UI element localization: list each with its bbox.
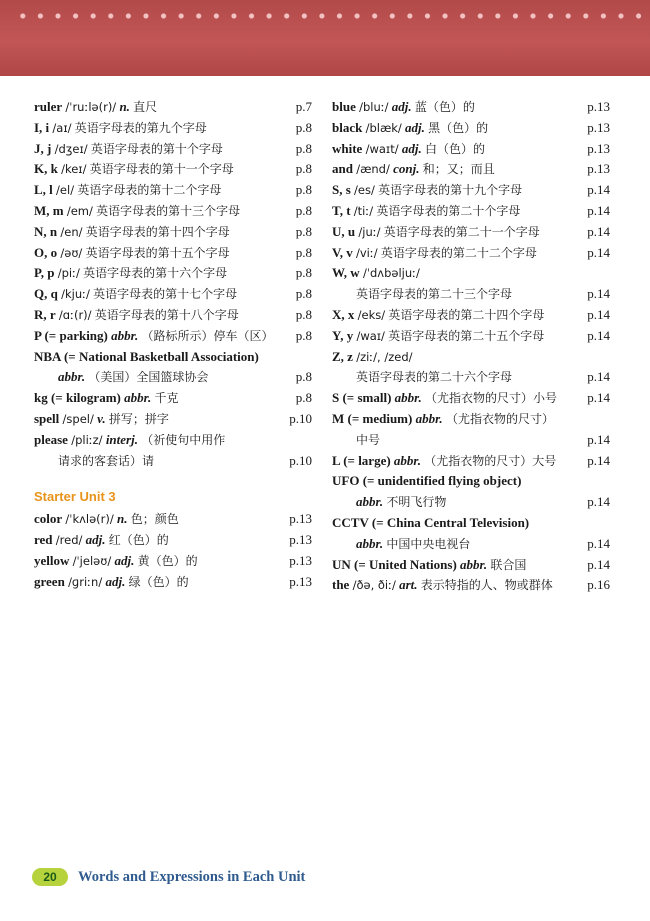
phonetic: /ɑː(r)/ xyxy=(58,307,92,322)
entry-text xyxy=(34,430,225,451)
vocab-entry xyxy=(34,409,312,430)
vocab-entry-continuation xyxy=(332,284,610,305)
page-reference: p.16 xyxy=(587,577,610,593)
vocab-entry xyxy=(332,243,610,264)
page-reference: p.8 xyxy=(295,327,312,343)
entry-text xyxy=(34,451,154,472)
headword: M, m xyxy=(34,202,64,218)
vocab-entry-continuation xyxy=(34,367,312,388)
vocab-entry-continuation xyxy=(332,367,610,388)
vocab-entry xyxy=(34,388,312,409)
headword: ruler xyxy=(34,99,63,114)
definition: 绿（色）的 xyxy=(128,574,189,589)
page-number-badge: 20 xyxy=(32,868,68,886)
page-reference: p.8 xyxy=(295,306,312,322)
part-of-speech: conj. xyxy=(393,161,420,177)
vocab-entry-continuation xyxy=(34,451,312,472)
entry-text xyxy=(332,97,475,118)
phonetic: /blæk/ xyxy=(365,120,402,135)
definition: 请求的客套话）请 xyxy=(58,453,155,468)
section-spacer xyxy=(34,471,312,485)
page-reference: p.13 xyxy=(587,161,610,177)
vocab-entry xyxy=(34,243,312,264)
headword: blue xyxy=(332,99,356,114)
part-of-speech: adj. xyxy=(105,573,126,589)
headword: color xyxy=(34,511,63,527)
headword: L (= large) xyxy=(332,452,391,468)
definition: （路标所示）停车（区） xyxy=(141,328,274,343)
part-of-speech: interj. xyxy=(105,431,138,447)
page-reference: p.13 xyxy=(587,119,610,135)
headword: please xyxy=(34,431,68,447)
definition: 拼写；拼字 xyxy=(108,411,169,426)
headword: red xyxy=(34,532,53,548)
part-of-speech: abbr. xyxy=(394,390,422,406)
part-of-speech: adj. xyxy=(405,119,425,135)
phonetic: /eks/ xyxy=(357,307,386,322)
page-reference: p.8 xyxy=(295,140,312,156)
phonetic: /waɪ/ xyxy=(356,328,385,343)
entry-text xyxy=(332,243,537,264)
phonetic: /em/ xyxy=(66,203,93,218)
entry-text xyxy=(332,284,512,305)
phonetic: /dʒeɪ/ xyxy=(54,141,88,156)
definition: 联合国 xyxy=(490,557,527,572)
part-of-speech: abbr. xyxy=(393,452,422,468)
part-of-speech: adj. xyxy=(391,99,412,114)
footer-title: Words and Expressions in Each Unit xyxy=(78,868,306,885)
vocab-entry xyxy=(332,97,610,118)
headword: S, s xyxy=(332,182,351,198)
page-reference: p.14 xyxy=(587,390,610,406)
vocab-entry-continuation xyxy=(332,534,610,555)
definition: （美国）全国篮球协会 xyxy=(88,370,209,385)
page-reference: p.10 xyxy=(289,410,312,426)
headword: I, i xyxy=(34,119,50,135)
entry-text xyxy=(332,180,522,201)
definition: 英语字母表的第十一个字母 xyxy=(89,162,234,177)
entry-text xyxy=(332,201,520,222)
headword: CCTV (= China Central Television) xyxy=(332,514,530,530)
header-banner xyxy=(0,0,650,76)
phonetic: /pliːz/ xyxy=(71,432,103,447)
definition: 红（色）的 xyxy=(108,533,169,548)
page-reference: p.13 xyxy=(289,532,312,548)
headword: black xyxy=(332,119,363,135)
vocab-entry xyxy=(34,118,312,139)
phonetic: /ɡriːn/ xyxy=(68,574,103,589)
definition: 英语字母表的第二十一个字母 xyxy=(383,224,540,239)
vocab-entry xyxy=(34,509,312,530)
headword: S (= small) xyxy=(332,390,392,406)
phonetic: /bluː/ xyxy=(359,100,389,114)
entry-text xyxy=(332,222,540,243)
entry-text xyxy=(332,555,526,576)
headword: N, n xyxy=(34,223,58,239)
page-reference: p.13 xyxy=(587,99,610,114)
vocab-entry xyxy=(34,572,312,593)
entry-text xyxy=(332,305,544,326)
definition: 英语字母表的第二十六个字母 xyxy=(356,370,513,385)
vocab-entry-continuation xyxy=(332,492,610,513)
entry-text xyxy=(34,347,259,368)
definition: 英语字母表的第二十三个字母 xyxy=(356,287,513,302)
page-reference: p.14 xyxy=(587,431,610,447)
phonetic: /aɪ/ xyxy=(52,120,72,135)
phonetic: /el/ xyxy=(56,183,75,198)
page-reference: p.14 xyxy=(587,306,610,322)
definition: 英语字母表的第二十四个字母 xyxy=(388,307,545,322)
definition: 不明飞行物 xyxy=(386,495,447,510)
phonetic: /viː/ xyxy=(355,245,378,260)
page-reference: p.14 xyxy=(587,223,610,239)
part-of-speech: abbr. xyxy=(111,327,139,343)
page-reference: p.8 xyxy=(295,244,312,260)
page-reference: p.8 xyxy=(295,369,312,385)
headword: P (= parking) xyxy=(34,327,108,343)
headword: Y, y xyxy=(332,327,354,343)
vocab-entry xyxy=(332,305,610,326)
vocab-entry xyxy=(34,347,312,368)
part-of-speech: adj. xyxy=(401,140,422,156)
page-reference: p.8 xyxy=(295,286,312,302)
headword: white xyxy=(332,140,363,156)
vocab-entry xyxy=(332,118,610,139)
entry-text xyxy=(332,430,380,451)
entry-text xyxy=(332,139,485,160)
phonetic: /red/ xyxy=(55,533,83,548)
phonetic: /es/ xyxy=(354,183,375,198)
headword: P, p xyxy=(34,265,55,281)
entry-text xyxy=(34,118,207,139)
vocab-entry xyxy=(34,97,312,118)
definition: 中国中央电视台 xyxy=(386,536,471,551)
entry-text xyxy=(332,471,521,492)
entry-text xyxy=(332,492,446,513)
page-reference: p.8 xyxy=(295,202,312,218)
entry-text xyxy=(332,326,544,347)
definition: 白（色）的 xyxy=(424,141,485,156)
vocab-entry xyxy=(332,159,610,180)
phonetic: /tiː/ xyxy=(353,203,374,218)
vocab-entry xyxy=(34,263,312,284)
page-reference: p.14 xyxy=(587,202,610,218)
vocab-entry xyxy=(34,222,312,243)
vocab-entry-continuation xyxy=(332,430,610,451)
definition: 英语字母表的第十六个字母 xyxy=(83,266,228,281)
entry-text xyxy=(332,263,420,284)
headword: U, u xyxy=(332,223,356,239)
part-of-speech: abbr. xyxy=(415,410,443,426)
vocab-entry xyxy=(34,201,312,222)
entry-text xyxy=(34,180,221,201)
definition: 表示特指的人、物或群体 xyxy=(420,578,553,593)
headword: UN (= United Nations) xyxy=(332,556,457,572)
page-reference: p.13 xyxy=(289,552,312,568)
page-reference: p.8 xyxy=(295,265,312,281)
part-of-speech: abbr. xyxy=(58,369,86,385)
headword: M (= medium) xyxy=(332,410,413,426)
definition: 黑（色）的 xyxy=(428,120,489,135)
part-of-speech: v. xyxy=(97,410,106,426)
definition: 英语字母表的第十个字母 xyxy=(90,141,223,156)
phonetic: /en/ xyxy=(60,224,83,239)
definition: 英语字母表的第二十二个字母 xyxy=(380,245,537,260)
phonetic: /ˈruːlə(r)/ xyxy=(65,100,117,114)
page-footer xyxy=(32,867,305,887)
entry-text xyxy=(34,509,179,530)
entry-text xyxy=(34,139,223,160)
page-reference: p.14 xyxy=(587,327,610,343)
phonetic: /kjuː/ xyxy=(61,287,90,302)
page-reference: p.8 xyxy=(295,119,312,135)
headword: J, j xyxy=(34,140,52,156)
vocab-entry xyxy=(332,180,610,201)
phonetic: /ænd/ xyxy=(356,162,390,177)
page-reference: p.14 xyxy=(587,556,610,572)
section-heading: Starter Unit 3 xyxy=(34,489,116,505)
entry-text xyxy=(34,409,169,430)
part-of-speech: abbr. xyxy=(356,535,384,551)
page-reference: p.13 xyxy=(587,140,610,156)
headword: green xyxy=(34,573,65,589)
definition: 英语字母表的第十三个字母 xyxy=(96,203,241,218)
phonetic: /juː/ xyxy=(358,224,381,239)
vocab-entry xyxy=(34,180,312,201)
page-reference: p.8 xyxy=(295,182,312,198)
banner-dot-pattern xyxy=(14,12,644,20)
page-reference: p.14 xyxy=(587,182,610,198)
vocab-entry xyxy=(332,222,610,243)
definition: （祈使句中用作 xyxy=(141,432,226,447)
entry-text xyxy=(34,159,234,180)
phonetic: /ðə, ðiː/ xyxy=(352,578,396,593)
phonetic: /spel/ xyxy=(62,411,94,426)
headword: L, l xyxy=(34,182,53,198)
entry-text xyxy=(34,305,239,326)
vocab-entry xyxy=(332,575,610,596)
part-of-speech: adj. xyxy=(85,532,106,548)
page-reference: p.7 xyxy=(295,99,312,114)
entry-text xyxy=(34,530,169,551)
definition: 和；又；而且 xyxy=(422,162,495,177)
phonetic: /piː/ xyxy=(57,266,80,281)
headword: kg (= kilogram) xyxy=(34,390,121,406)
headword: NBA (= National Basketball Association) xyxy=(34,348,259,364)
headword: V, v xyxy=(332,244,353,260)
definition: 黄（色）的 xyxy=(137,553,198,568)
definition: （尤指衣物的尺寸）小号 xyxy=(425,391,558,406)
entry-text xyxy=(332,159,495,180)
definition: 英语字母表的第十七个字母 xyxy=(93,287,238,302)
phonetic: /ˈdʌbəljuː/ xyxy=(362,266,420,281)
definition: （尤指衣物的尺寸）大号 xyxy=(424,453,557,468)
part-of-speech: abbr. xyxy=(356,494,384,510)
phonetic: /ziː/, /zed/ xyxy=(356,349,413,364)
entry-text xyxy=(34,388,178,409)
phonetic: /keɪ/ xyxy=(61,162,87,177)
definition: 英语字母表的第二十个字母 xyxy=(376,203,521,218)
page-reference: p.13 xyxy=(289,511,312,527)
vocab-entry xyxy=(332,347,610,368)
page-reference: p.14 xyxy=(587,535,610,551)
headword: R, r xyxy=(34,306,56,322)
part-of-speech: n. xyxy=(119,99,130,114)
vocab-entry xyxy=(332,451,610,472)
definition: 英语字母表的第九个字母 xyxy=(74,120,207,135)
headword: W, w xyxy=(332,265,360,281)
page-reference: p.10 xyxy=(289,452,312,468)
vocab-entry xyxy=(332,409,610,430)
page-reference: p.14 xyxy=(587,286,610,302)
definition: 色；颜色 xyxy=(130,512,179,527)
headword: K, k xyxy=(34,161,58,177)
phonetic: /əʊ/ xyxy=(60,245,83,260)
headword: O, o xyxy=(34,244,58,260)
headword: the xyxy=(332,577,350,593)
definition: 中号 xyxy=(356,432,381,447)
page-reference: p.14 xyxy=(587,244,610,260)
vocab-entry xyxy=(34,139,312,160)
entry-text xyxy=(332,347,413,368)
part-of-speech: art. xyxy=(399,577,418,593)
part-of-speech: abbr. xyxy=(124,390,152,406)
vocab-entry xyxy=(34,326,312,347)
vocab-entry xyxy=(34,430,312,451)
vocab-entry xyxy=(34,159,312,180)
definition: 英语字母表的第十四个字母 xyxy=(85,224,230,239)
headword: Z, z xyxy=(332,348,353,364)
entry-text xyxy=(332,388,557,409)
definition: 直尺 xyxy=(133,100,158,114)
entry-text xyxy=(34,284,237,305)
part-of-speech: abbr. xyxy=(460,556,488,572)
vocab-entry xyxy=(332,471,610,492)
entry-text xyxy=(332,513,529,534)
headword: Q, q xyxy=(34,286,58,302)
entry-text xyxy=(332,367,512,388)
entry-text xyxy=(332,534,470,555)
phonetic: /ˈjeləʊ/ xyxy=(72,553,112,568)
entry-text xyxy=(332,451,556,472)
entry-text xyxy=(34,222,230,243)
vocab-entry xyxy=(332,139,610,160)
headword: yellow xyxy=(34,552,70,568)
vocab-entry xyxy=(332,388,610,409)
vocab-entry xyxy=(34,551,312,572)
entry-text xyxy=(34,263,227,284)
vocab-entry xyxy=(332,555,610,576)
page-reference: p.8 xyxy=(295,223,312,239)
headword: spell xyxy=(34,410,60,426)
entry-text xyxy=(34,97,157,118)
vocab-entry xyxy=(34,530,312,551)
page-reference: p.14 xyxy=(587,494,610,510)
headword: and xyxy=(332,161,353,177)
left-column xyxy=(34,97,312,593)
definition: 千克 xyxy=(154,391,179,406)
entry-text xyxy=(332,118,488,139)
definition: 英语字母表的第二十五个字母 xyxy=(388,328,545,343)
phonetic: /ˈkʌlə(r)/ xyxy=(65,512,114,527)
headword: UFO (= unidentified flying object) xyxy=(332,473,522,489)
vocab-entry xyxy=(332,201,610,222)
entry-text xyxy=(34,201,240,222)
entry-text xyxy=(34,243,230,264)
entry-text xyxy=(332,575,553,596)
headword: T, t xyxy=(332,202,351,218)
vocab-entry xyxy=(34,284,312,305)
page-reference: p.8 xyxy=(295,161,312,177)
entry-text xyxy=(34,551,198,572)
definition: 英语字母表的第十五个字母 xyxy=(85,245,230,260)
vocab-entry xyxy=(332,326,610,347)
part-of-speech: adj. xyxy=(114,552,135,568)
headword: X, x xyxy=(332,306,355,322)
page-reference: p.14 xyxy=(587,369,610,385)
vocab-entry xyxy=(332,263,610,284)
right-column xyxy=(332,97,610,596)
page-reference: p.14 xyxy=(587,452,610,468)
entry-text xyxy=(34,367,208,388)
vocab-entry xyxy=(332,513,610,534)
definition: 英语字母表的第十九个字母 xyxy=(378,183,523,198)
part-of-speech: n. xyxy=(117,511,128,527)
definition: 蓝（色）的 xyxy=(414,100,475,114)
vocab-entry xyxy=(34,305,312,326)
entry-text xyxy=(332,409,554,430)
page-reference: p.8 xyxy=(295,390,312,406)
entry-text xyxy=(34,572,189,593)
entry-text xyxy=(34,326,273,347)
definition: 英语字母表的第十二个字母 xyxy=(77,183,222,198)
page-reference: p.13 xyxy=(289,573,312,589)
definition: 英语字母表的第十八个字母 xyxy=(94,307,239,322)
definition: （尤指衣物的尺寸） xyxy=(445,411,554,426)
phonetic: /waɪt/ xyxy=(365,141,399,156)
